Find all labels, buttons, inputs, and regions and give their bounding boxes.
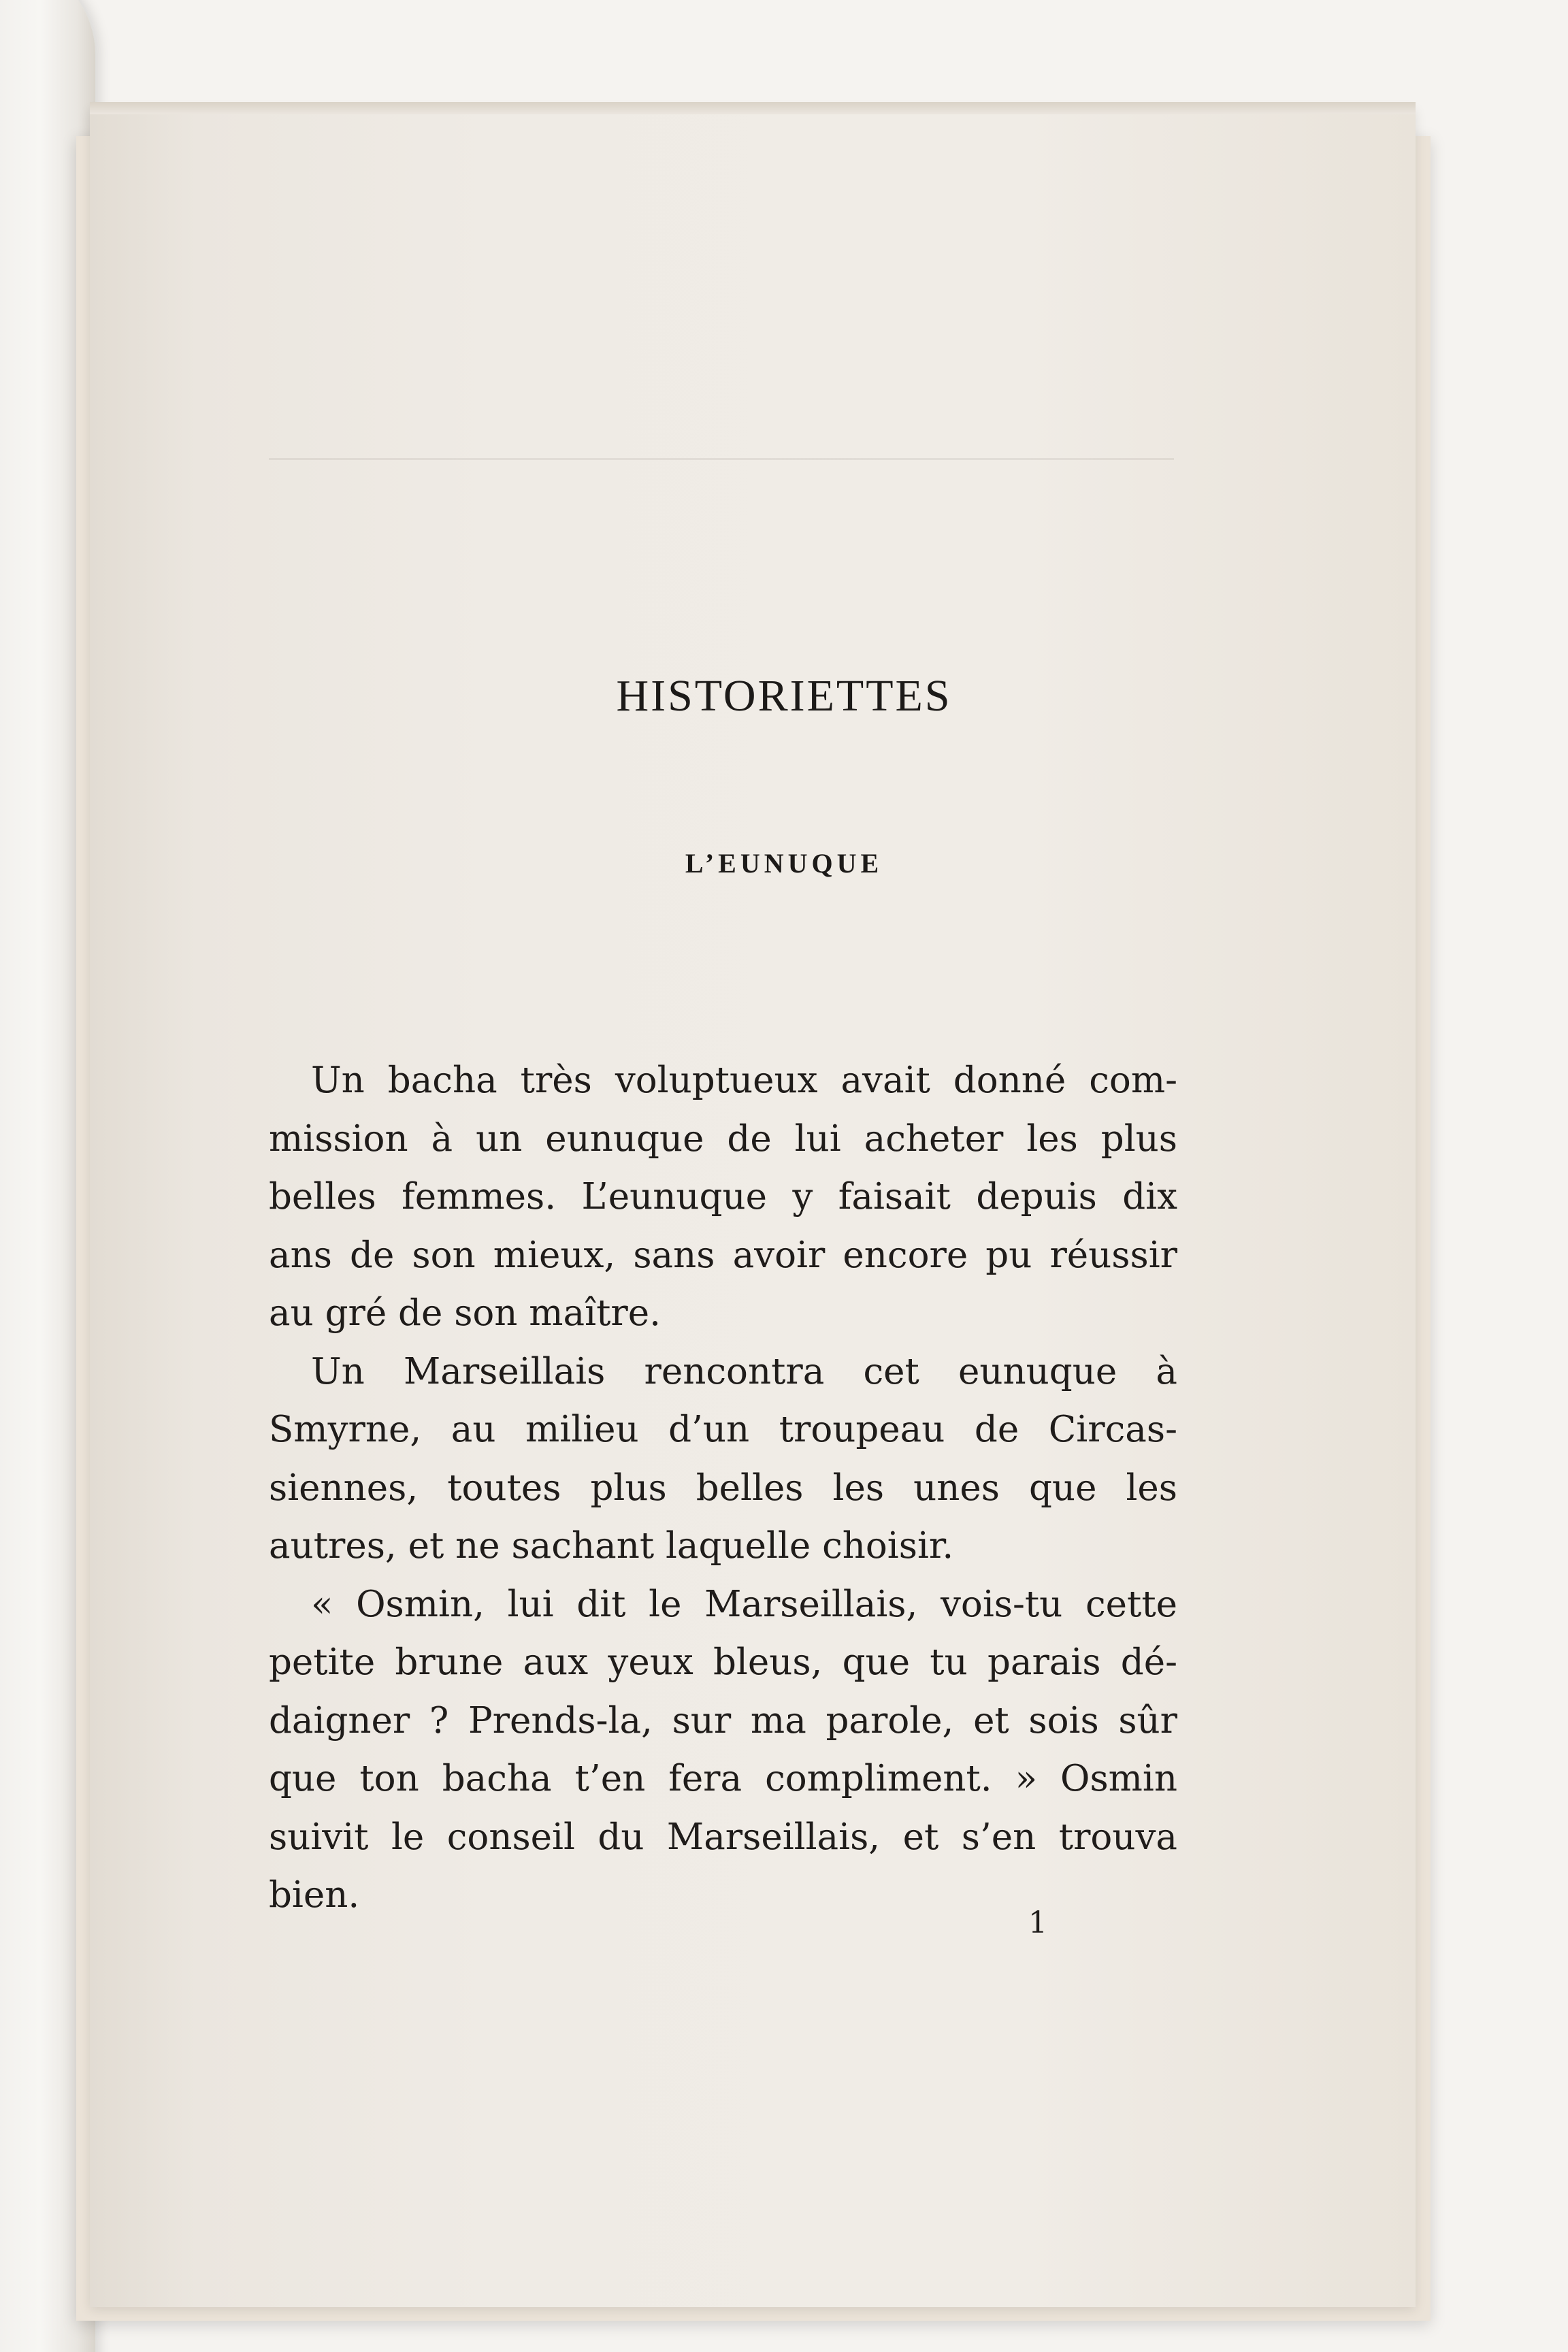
text-line: suivit le conseil du Marseillais, et s’en trouva xyxy=(269,1816,1177,1858)
text-line: bien. xyxy=(269,1874,360,1916)
text-line: petite brune aux yeux bleus, que tu parais dé- xyxy=(269,1642,1177,1683)
text-line: siennes, toutes plus belles les unes que les xyxy=(269,1467,1177,1509)
text-line: Un bacha très voluptueux avait donné com- xyxy=(311,1060,1177,1101)
page-number: 1 xyxy=(1028,1906,1047,1940)
text-line: ans de son mieux, sans avoir encore pu réussir xyxy=(269,1234,1177,1276)
text-line: autres, et ne sachant laquelle choisir. xyxy=(269,1525,954,1567)
text-line: que ton bacha t’en fera compliment. » Osmin xyxy=(269,1758,1177,1799)
book-title: HISTORIETTES xyxy=(616,671,952,721)
text-line: « Osmin, lui dit le Marseillais, vois-tu cette xyxy=(311,1583,1177,1625)
story-body xyxy=(269,1051,1177,1925)
text-line: daigner ? Prends-la, sur ma parole, et sois sûr xyxy=(269,1699,1177,1742)
text-line: Un Marseillais rencontra cet eunuque à xyxy=(311,1350,1177,1392)
page-top-edge xyxy=(90,102,1416,114)
show-through-rule xyxy=(269,458,1174,460)
text-line: au gré de son maître. xyxy=(269,1292,661,1334)
text-line: Smyrne, au milieu d’un troupeau de Circas- xyxy=(269,1409,1177,1450)
text-line: mission à un eunuque de lui acheter les plus xyxy=(269,1117,1177,1160)
text-line: belles femmes. L’eunuque y faisait depuis dix xyxy=(269,1176,1177,1218)
story-title: L’EUNUQUE xyxy=(685,848,883,879)
